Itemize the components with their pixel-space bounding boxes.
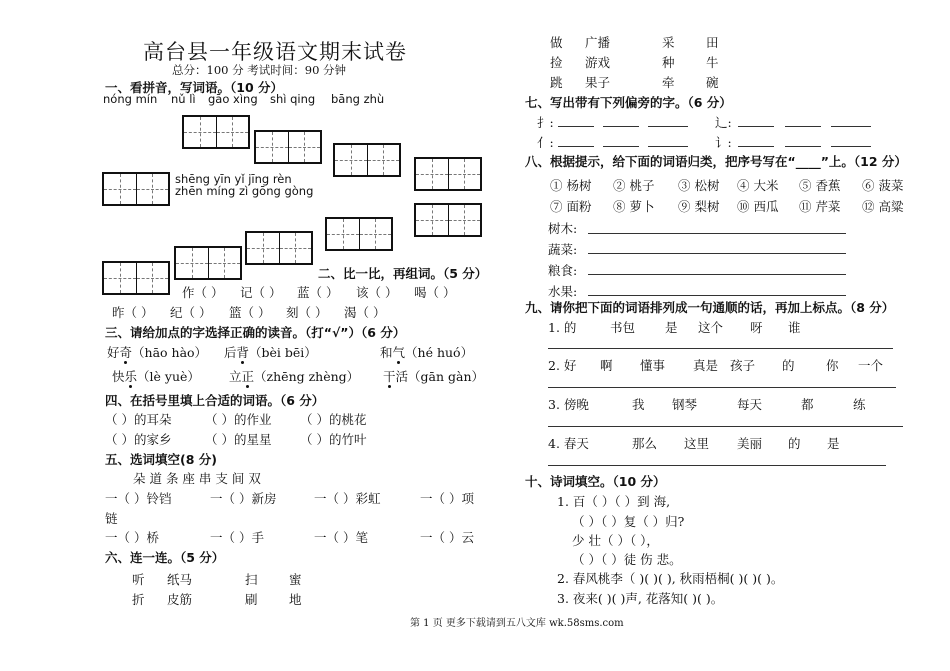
answer-line[interactable] [738, 126, 774, 127]
match-word[interactable]: 纸马 [167, 572, 193, 587]
pronunciation-item[interactable]: 立正（zhēng zhèng） [229, 369, 360, 384]
match-word[interactable]: 牵 [662, 75, 675, 90]
section-7-heading: 七、写出带有下列偏旁的字。（6 分） [525, 95, 732, 110]
sentence-word: 一个 [858, 358, 884, 373]
match-word[interactable]: 广播 [585, 35, 611, 50]
match-word[interactable]: 做 [550, 35, 563, 50]
fill-item[interactable]: （ ）的作业 [205, 412, 272, 427]
sentence-word: 1. 的 [548, 320, 577, 335]
match-word[interactable]: 游戏 [585, 55, 611, 70]
sentence-word: 的 [782, 358, 795, 373]
category-label: 水果: [548, 284, 578, 299]
answer-line[interactable] [738, 146, 774, 147]
sentence-word: 都 [801, 397, 814, 412]
compare-item: 渴（ ） [344, 305, 386, 320]
sentence-word: 孩子 [730, 358, 756, 373]
radical-label: 辶: [715, 115, 732, 130]
category-answer-line[interactable] [588, 295, 846, 296]
sentence-word: 4. 春天 [548, 436, 589, 451]
write-box[interactable] [254, 130, 322, 164]
word-option: ⑦ 面粉 [550, 199, 592, 214]
word-option: ⑪ 芹菜 [799, 199, 841, 214]
compare-item: 篮（ ） [229, 305, 271, 320]
answer-line[interactable] [558, 146, 594, 147]
sentence-word: 每天 [737, 397, 763, 412]
pronunciation-item[interactable]: 好奇（hāo hào） [107, 345, 208, 360]
compare-item: 该（ ） [356, 285, 398, 300]
write-box[interactable] [414, 203, 482, 237]
radical-label: 亻: [537, 135, 554, 150]
fill-item[interactable]: （ ）的耳朵 [105, 412, 172, 427]
poem-line[interactable]: 少 壮（ ）（ ）， [572, 533, 659, 548]
word-option: ④ 大米 [737, 178, 779, 193]
poem-line[interactable]: 1. 百（ ）（ ）到 海, [557, 494, 671, 509]
compare-item: 作（ ） [182, 285, 224, 300]
match-word[interactable]: 听 [132, 572, 145, 587]
fill-item[interactable]: （ ）的星星 [205, 432, 272, 447]
match-word[interactable]: 蜜 [289, 572, 302, 587]
write-box[interactable] [325, 217, 393, 251]
write-box[interactable] [182, 115, 250, 149]
word-option: ⑧ 萝卜 [613, 199, 655, 214]
pinyin-1: nóng mín [103, 92, 158, 106]
match-word[interactable]: 跳 [550, 75, 563, 90]
word-option: ⑤ 香蕉 [799, 178, 841, 193]
sentence-word: 你 [826, 358, 839, 373]
category-answer-line[interactable] [588, 274, 846, 275]
write-box[interactable] [245, 231, 313, 265]
category-answer-line[interactable] [588, 233, 846, 234]
pinyin-2: nǔ lì [171, 92, 196, 106]
radical-label: 讠: [715, 135, 732, 150]
category-label: 树木: [548, 221, 578, 236]
category-answer-line[interactable] [588, 253, 846, 254]
match-word[interactable]: 捡 [550, 55, 563, 70]
write-box[interactable] [102, 261, 170, 295]
sentence-word: 2. 好 [548, 358, 577, 373]
sentence-word: 钢琴 [672, 397, 698, 412]
fill-item[interactable]: （ ）的家乡 [105, 432, 172, 447]
answer-line[interactable] [831, 126, 871, 127]
answer-line[interactable] [831, 146, 871, 147]
section-4-heading: 四、在括号里填上合适的词语。（6 分） [105, 393, 325, 408]
pinyin-5: bāng zhù [331, 92, 385, 106]
sentence-word: 那么 [632, 436, 658, 451]
word-option: ⑨ 梨树 [678, 199, 720, 214]
sentence-word: 啊 [600, 358, 613, 373]
compare-item: 喝（ ） [414, 285, 456, 300]
match-word[interactable]: 田 [706, 35, 719, 50]
answer-line[interactable] [648, 126, 688, 127]
sentence-word: 呀 [750, 320, 763, 335]
compare-item: 刻（ ） [286, 305, 328, 320]
pronunciation-item[interactable]: 干活（gān gàn） [383, 369, 484, 384]
answer-line[interactable] [558, 126, 594, 127]
match-word[interactable]: 种 [662, 55, 675, 70]
match-word[interactable]: 碗 [706, 75, 719, 90]
compare-item: 昨（ ） [112, 305, 154, 320]
answer-line[interactable] [785, 126, 821, 127]
section-2-heading: 二、比一比，再组词。（5 分） [318, 266, 488, 281]
section-10-heading: 十、诗词填空。（10 分） [525, 474, 666, 489]
sentence-word: 是 [665, 320, 678, 335]
pinyin-3: gāo xìng [208, 92, 258, 106]
write-box[interactable] [414, 157, 482, 191]
match-word[interactable]: 扫 [245, 572, 258, 587]
compare-item: 纪（ ） [170, 305, 212, 320]
pronunciation-item[interactable]: 后背（bèi bēi） [224, 345, 317, 360]
measure-item[interactable]: 一（ ）笔 [314, 530, 368, 545]
compare-item: 记（ ） [240, 285, 282, 300]
measure-item[interactable]: 一（ ）项 [420, 491, 474, 506]
match-word[interactable]: 刷 [245, 592, 258, 607]
compare-item: 蓝（ ） [297, 285, 339, 300]
sentence-word: 这个 [698, 320, 724, 335]
sentence-word: 美丽 [737, 436, 763, 451]
pronunciation-item[interactable]: 和气（hé huó） [380, 345, 474, 360]
sentence-word: 练 [853, 397, 866, 412]
sentence-word: 的 [788, 436, 801, 451]
match-word[interactable]: 采 [662, 35, 675, 50]
poem-line[interactable]: 2. 春风桃李（ )( )( ), 秋雨梧桐( )( )( )。 [557, 571, 784, 586]
section-1-heading: 一、看拼音，写词语。（10 分） [105, 80, 283, 95]
match-word[interactable]: 皮筋 [167, 592, 193, 607]
category-label: 粮食: [548, 263, 578, 278]
answer-line[interactable] [603, 126, 639, 127]
exam-info: 总分：100 分 考试时间：90 分钟 [172, 63, 347, 77]
word-option: ⑫ 高粱 [862, 199, 904, 214]
match-word[interactable]: 牛 [706, 55, 719, 70]
answer-line[interactable] [603, 146, 639, 147]
pronunciation-item[interactable]: 快乐（lè yuè） [112, 369, 200, 384]
measure-item[interactable]: 一（ ）铃铛 [105, 491, 172, 506]
word-option: ③ 松树 [678, 178, 720, 193]
write-box[interactable] [333, 143, 401, 177]
measure-item[interactable]: 一（ ）云 [420, 530, 474, 545]
word-option: ⑩ 西瓜 [737, 199, 779, 214]
sentence-word: 懂事 [640, 358, 666, 373]
sentence-word: 真是 [693, 358, 719, 373]
measure-item[interactable]: 一（ ）新房 [210, 491, 277, 506]
match-word[interactable]: 果子 [585, 75, 611, 90]
measure-item[interactable]: 一（ ）手 [210, 530, 264, 545]
sentence-answer-line[interactable] [548, 348, 893, 349]
measure-item-wrap: 链 [105, 511, 118, 526]
radical-label: 扌: [537, 115, 554, 130]
poem-line[interactable]: 3. 夜来( )( )声, 花落知( )( )。 [557, 591, 724, 606]
sentence-word: 是 [827, 436, 840, 451]
pinyin-4: shì qing [270, 92, 316, 106]
match-word[interactable]: 地 [289, 592, 302, 607]
fill-item[interactable]: （ ）的桃花 [300, 412, 367, 427]
fill-item[interactable]: （ ）的竹叶 [300, 432, 367, 447]
write-box[interactable] [174, 246, 242, 280]
sentence-answer-line[interactable] [548, 465, 886, 466]
sentence-word: 谁 [788, 320, 801, 335]
sentence-word: 我 [632, 397, 645, 412]
sentence-answer-line[interactable] [548, 387, 896, 388]
pinyin-row-2a: shēng yīn yǐ jīng rèn [175, 172, 292, 186]
sentence-word: 这里 [684, 436, 710, 451]
page-footer: 第 1 页 更多下载请到五八文库 wk.58sms.com [410, 618, 624, 629]
section-9-heading: 九、请你把下面的词语排列成一句通顺的话，再加上标点。（8 分） [525, 300, 895, 315]
section-6-heading: 六、连一连。（5 分） [105, 550, 225, 565]
answer-line[interactable] [648, 146, 688, 147]
sentence-word: 3. 傍晚 [548, 397, 589, 412]
pinyin-row-2b: zhēn míng zì gōng gòng [175, 184, 314, 198]
word-option: ② 桃子 [613, 178, 655, 193]
page-title: 高台县一年级语文期末试卷 [143, 40, 407, 64]
section-3-heading: 三、请给加点的字选择正确的读音。（打“√”）（6 分） [105, 325, 406, 340]
measure-item[interactable]: 一（ ）桥 [105, 530, 159, 545]
word-option: ⑥ 菠菜 [862, 178, 904, 193]
sentence-answer-line[interactable] [548, 426, 903, 427]
word-option: ① 杨树 [550, 178, 592, 193]
measure-item[interactable]: 一（ ）彩虹 [314, 491, 381, 506]
write-box[interactable] [102, 172, 170, 206]
sentence-word: 书包 [610, 320, 636, 335]
answer-line[interactable] [785, 146, 821, 147]
category-label: 蔬菜: [548, 242, 578, 257]
word-bank: 朵 道 条 座 串 支 间 双 [133, 471, 261, 486]
section-5-heading: 五、选词填空(8 分) [105, 452, 217, 467]
section-8-heading: 八、根据提示，给下面的词语归类，把序号写在“____”上。（12 分） [525, 154, 907, 169]
poem-line[interactable]: （ ）（ ）徒 伤 悲。 [572, 552, 682, 567]
match-word[interactable]: 折 [132, 592, 145, 607]
poem-line[interactable]: （ ）（ ）复（ ）归? [572, 514, 685, 529]
